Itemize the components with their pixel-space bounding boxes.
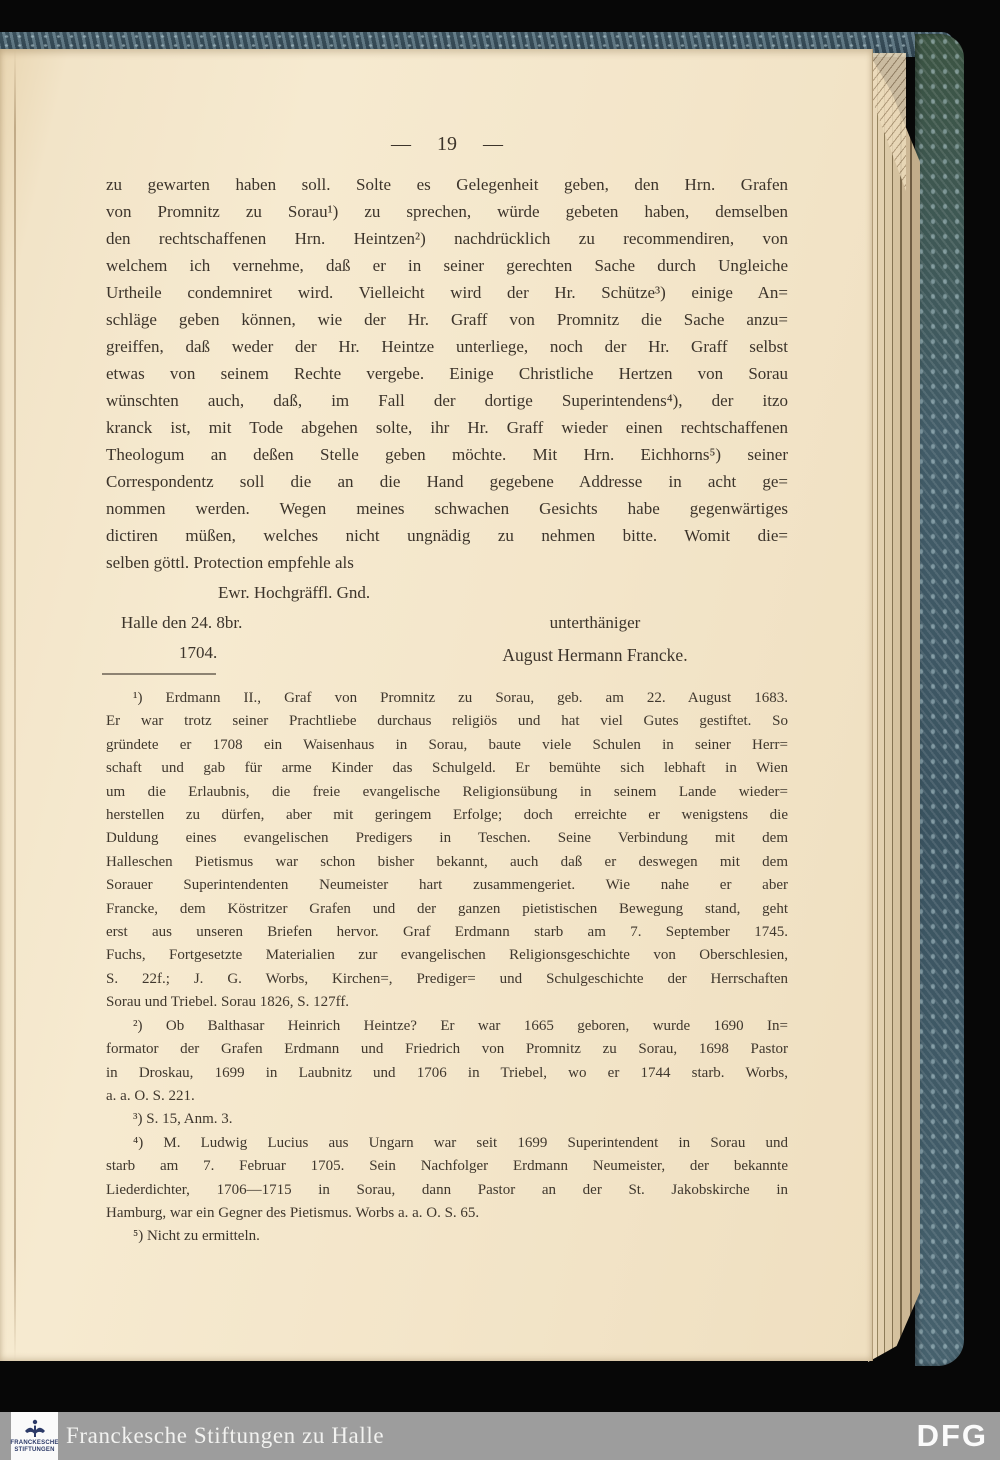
text-line: ⁴) M. Ludwig Lucius aus Ungarn war seit 1699 Superintendent in Sorau und <box>133 1134 788 1151</box>
signature-block <box>430 613 760 666</box>
footnote-5 <box>106 1225 788 1248</box>
text-line: Duldung eines evangelischen Predigers in Teschen. Seine Verbindung mit dem <box>106 830 788 847</box>
place-date: Halle den 24. 8br. <box>121 613 243 632</box>
text-line: kranck ist, mit Tode abgehen solte, ihr Hr. Graff wieder einen rechtschaffenen <box>106 418 788 437</box>
text-line: ⁵) Nicht zu ermitteln. <box>133 1228 260 1245</box>
page-gutter-crease <box>14 49 16 1361</box>
text-line: von Promnitz zu Sorau¹) zu sprechen, würde gebeten haben, demselben <box>106 202 788 221</box>
valediction: unterthäniger <box>549 613 641 632</box>
book-page <box>0 49 873 1361</box>
francke-eagle-icon <box>23 1419 47 1439</box>
header-dash-right: — <box>483 133 503 155</box>
text-line: gründete er 1708 ein Waisenhaus in Sorau, baute viele Schulen in seiner Herr= <box>106 736 788 753</box>
footnote-2 <box>106 1015 788 1109</box>
footnote-1 <box>106 687 788 1015</box>
book-cover-fore-edge <box>915 34 964 1366</box>
text-line: ³) S. 15, Anm. 3. <box>133 1111 233 1128</box>
text-line: den rechtschaffenen Hrn. Heintzen²) nachdrücklich zu recommendiren, von <box>106 229 788 248</box>
header-dash-left: — <box>391 133 411 155</box>
text-line: etwas von seinem Rechte vergebe. Einige Christliche Hertzen von Sorau <box>106 364 788 383</box>
text-line: in Droskau, 1699 in Laubnitz und 1706 in Triebel, wo er 1744 starb. Worbs, <box>106 1064 788 1081</box>
text-line: Liederdichter, 1706—1715 in Sorau, dann Pastor an der St. Jakobskirche in <box>106 1181 788 1198</box>
text-line: Theologum an deßen Stelle geben möchte. Mit Hrn. Eichhorns⁵) seiner <box>106 445 788 464</box>
text-line: zu gewarten haben soll. Solte es Gelegenheit geben, den Hrn. Grafen <box>106 175 788 194</box>
text-line: dictiren müßen, welches nicht ungnädig zu nehmen bitte. Womit die= <box>106 526 788 545</box>
text-line: um die Erlaubnis, die freie evangelische Religionsübung in seinem Lande wieder= <box>106 783 788 800</box>
text-line: Halleschen Pietismus war schon bisher bekannt, auch daß er deswegen mit dem <box>106 853 788 870</box>
logo-text-line1: FRANCKESCHE <box>10 1440 59 1446</box>
footnotes <box>106 687 788 1249</box>
footnote-4 <box>106 1132 788 1226</box>
text-line: Sorau und Triebel. Sorau 1826, S. 127ff. <box>106 994 350 1011</box>
text-line: welchem ich vernehme, daß er in seiner gerechten Sache durch Ungleiche <box>106 256 788 275</box>
dfg-logo[interactable]: DFG <box>916 1418 988 1453</box>
franckesche-stiftungen-logo[interactable] <box>11 1412 58 1460</box>
text-line: starb am 7. Februar 1705. Sein Nachfolger Erdmann Neumeister, der bekannte <box>106 1158 788 1175</box>
page-stack-edges <box>868 52 920 1362</box>
letter-body <box>106 171 788 576</box>
year: 1704. <box>179 643 218 662</box>
institution-name: Franckesche Stiftungen zu Halle <box>66 1423 385 1448</box>
footnote-3 <box>106 1108 788 1131</box>
text-line: Fuchs, Fortgesetzte Materialien zur evangelischen Religionsgeschichte von Oberschlesien, <box>106 947 788 964</box>
viewer-footer <box>0 1412 1000 1460</box>
page-number-header <box>106 133 788 156</box>
text-line: S. 22f.; J. G. Worbs, Kirchen=, Prediger= und Schulgeschichte der Herrschaften <box>106 970 788 987</box>
text-line: formator der Grafen Erdmann und Friedrich von Promnitz zu Sorau, 1698 Pastor <box>106 1041 788 1058</box>
logo-text-line2: STIFTUNGEN <box>14 1446 55 1453</box>
footnote-separator <box>102 673 216 675</box>
text-line: Francke, dem Köstritzer Grafen und der ganzen pietistischen Bewegung stand, geht <box>106 900 788 917</box>
text-line: greiffen, daß weder der Hr. Heintze unterliege, noch der Hr. Graff selbst <box>106 337 788 356</box>
text-line: wünschten auch, daß, im Fall der dortige Superintendens⁴), der itzo <box>106 391 788 410</box>
text-line: ²) Ob Balthasar Heinrich Heintze? Er war 1665 geboren, wurde 1690 In= <box>133 1017 788 1034</box>
text-line: Sorauer Superintendenten Neumeister hart zusammengeriet. Wie nahe er aber <box>106 877 788 894</box>
text-line: Er war trotz seiner Prachtliebe durchaus religiös und hat viel Gutes gestiftet. So <box>106 713 788 730</box>
text-line: schläge geben können, wie der Hr. Graff von Promnitz die Sache anzu= <box>106 310 788 329</box>
text-line: erst aus unseren Briefen hervor. Graf Erdmann starb am 7. September 1745. <box>106 924 788 941</box>
text-line: selben göttl. Protection empfehle als <box>106 553 354 572</box>
text-line: nommen werden. Wegen meines schwachen Gesichts habe gegenwärtiges <box>106 499 788 518</box>
text-line: Hamburg, war ein Gegner des Pietismus. Worbs a. a. O. S. 65. <box>106 1204 480 1221</box>
text-line: Correspondentz soll die an die Hand gegebene Addresse in acht ge= <box>106 472 788 491</box>
text-line: herstellen zu dürfen, aber mit geringem Erfolge; doch erreichte er wenigstens die <box>106 807 788 824</box>
text-line: ¹) Erdmann II., Graf von Promnitz zu Sorau, geb. am 22. August 1683. <box>133 690 788 706</box>
text-line: Urtheile condemniret wird. Vielleicht wird der Hr. Schütze³) einige An= <box>106 283 788 302</box>
closing-salutation: Ewr. Hochgräffl. Gnd. <box>218 583 371 602</box>
text-line: a. a. O. S. 221. <box>106 1087 195 1104</box>
signature: August Hermann Francke. <box>502 645 688 665</box>
page-number: 19 <box>437 133 457 155</box>
text-line: schaft und gab für arme Kinder das Schulgeld. Er bemühte sich lebhaft in Wien <box>106 760 788 777</box>
